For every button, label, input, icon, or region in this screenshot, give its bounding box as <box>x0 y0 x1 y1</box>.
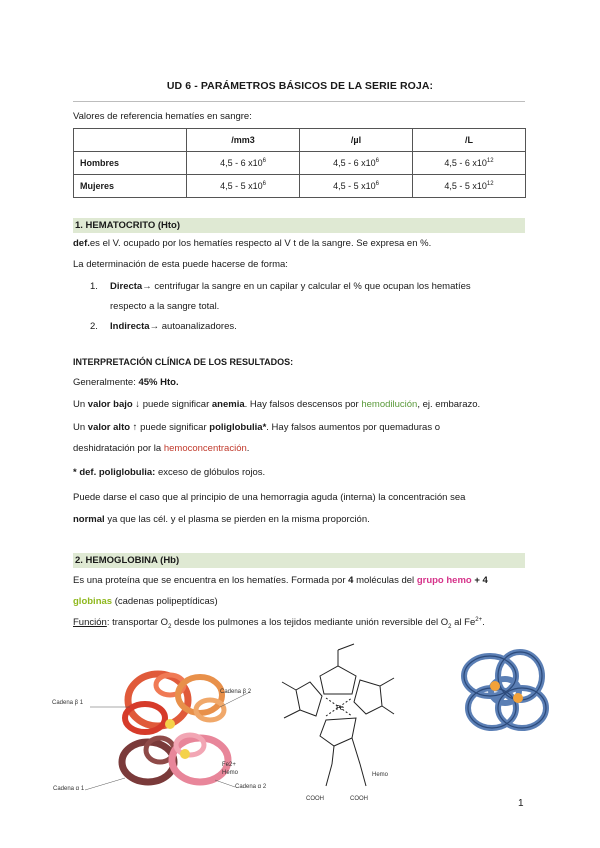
hemorrhage-paragraph: Puede darse el caso que al principio de una hemorragia aguda (interna) la concentración sea <box>73 492 466 503</box>
high-value-text: Un valor alto ↑ puede significar poliglobulia*. Hay falsos aumentos por quemaduras o <box>73 422 440 433</box>
value-cell: 4,5 - 6 $x10^6$ <box>300 152 413 175</box>
page-title: UD 6 - PARÁMETROS BÁSICOS DE LA SERIE ROJA: <box>166 80 434 92</box>
table-header-cell: /µl <box>300 129 413 152</box>
general-value: Generalmente: 45% Hto. <box>73 377 179 388</box>
heme-group <box>180 749 190 759</box>
hemoglobin-ribbon-figure <box>50 650 290 800</box>
value-cell: 4,5 - 5 $x10^6$ <box>300 175 413 198</box>
table-row <box>74 175 526 198</box>
alpha2-chain <box>172 735 228 782</box>
value-cell: 4,5 - 6 $x10^6$ <box>187 152 300 175</box>
value-cell: 4,5 - 5 $x10^6$ <box>187 175 300 198</box>
poliglobulia-note: * def. poliglobulia: exceso de glóbulos rojos. <box>73 467 266 478</box>
label-beta1: Cadena β 1 <box>52 700 84 706</box>
fe-atom: Fe <box>336 704 344 712</box>
label-alpha1: Cadena α 1 <box>53 786 85 792</box>
alpha1-chain <box>122 738 174 782</box>
list-number: 2. <box>90 321 98 332</box>
table-header-row <box>74 129 526 152</box>
row-label: Mujeres <box>74 175 187 198</box>
heme-group <box>513 693 523 703</box>
hemoglobin-blue-ribbon-figure <box>450 636 560 746</box>
hemoglobin-description-cont: globinas (cadenas polipeptídicas) <box>73 596 218 607</box>
reference-table <box>73 128 526 198</box>
list-number: 1. <box>90 281 98 292</box>
label-fe: Fe2+ <box>222 762 236 768</box>
table-header-cell: /L <box>413 129 526 152</box>
heme-group <box>165 719 175 729</box>
intro-text: Valores de referencia hematíes en sangre: <box>73 111 252 122</box>
high-value-continuation: deshidratación por la hemoconcentración. <box>73 443 250 454</box>
determination-text: La determinación de esta puede hacerse de forma: <box>73 259 288 270</box>
label-cooh1: COOH <box>306 796 324 802</box>
page-number: 1 <box>518 798 524 809</box>
hemoglobin-description: Es una proteína que se encuentra en los hematíes. Formada por 4 moléculas del grupo hemo + 4 <box>73 575 488 586</box>
table-header-cell <box>74 129 187 152</box>
value-cell: 4,5 - 6 $x10^{12}$ <box>413 152 526 175</box>
list-item: Indirecta→ autoanalizadores. <box>110 321 237 332</box>
table-header-cell: /mm3 <box>187 129 300 152</box>
section-heading-hematocrit: 1. HEMATOCRITO (Hto) <box>73 218 525 233</box>
hemorrhage-paragraph-cont: normal ya que las cél. y el plasma se pierden en la misma proporción. <box>73 514 370 525</box>
row-label: Hombres <box>74 152 187 175</box>
table-row <box>74 152 526 175</box>
low-value-text: Un valor bajo ↓ puede significar anemia. Hay falsos descensos por hemodilución, ej. embarazo. <box>73 399 481 410</box>
hemoglobin-function: Función: transportar $O_2$ desde los pulmones a los tejidos mediante unión reversible del $O_2$ al $Fe^{2+}$. <box>73 617 485 631</box>
list-item: Directa→ centrifugar la sangre en un capilar y calcular el % que ocupan los hematíes <box>110 281 471 292</box>
list-item-continuation: respecto a la sangre total. <box>110 301 220 312</box>
label-hemo: Hemo <box>222 770 239 776</box>
value-cell: 4,5 - 5 $x10^{12}$ <box>413 175 526 198</box>
heme-structure-figure <box>270 636 410 796</box>
label-cooh2: COOH <box>350 796 368 802</box>
title-divider <box>73 101 525 102</box>
section-heading-hemoglobin: 2. HEMOGLOBINA (Hb) <box>73 553 525 568</box>
label-hemo2: Hemo <box>372 772 389 778</box>
heme-group <box>490 681 500 691</box>
hematocrit-definition: def.es el V. ocupado por los hematíes respecto al V t de la sangre. Se expresa en %. <box>73 238 432 249</box>
label-beta2: Cadena β 2 <box>220 689 252 695</box>
interpretation-heading: INTERPRETACIÓN CLÍNICA DE LOS RESULTADOS: <box>73 357 294 367</box>
label-alpha2: Cadena α 2 <box>235 784 267 790</box>
